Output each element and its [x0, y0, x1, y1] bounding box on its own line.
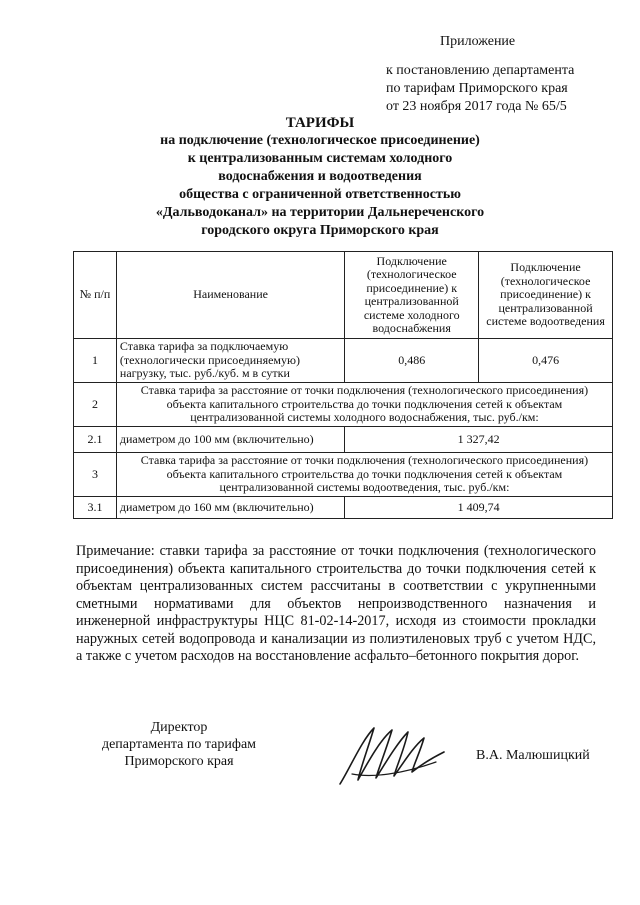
- decree-line: от 23 ноября 2017 года № 65/5: [386, 99, 567, 114]
- header-water: Подключение (технологическое присоединение) к централизованной системе холодного водоснабжения: [345, 252, 479, 339]
- table-row: [74, 339, 613, 383]
- table-row: [74, 497, 613, 519]
- decree-reference: [386, 62, 574, 116]
- position-line: департамента по тарифам: [101, 737, 257, 752]
- row-description: Ставка тарифа за расстояние от точки подключения (технологического присоединения) объекта капитального строительства до точки подключения сетей к объектам централизованной системы холодного водоснабжения, тыс. руб./км:: [116, 383, 612, 427]
- title-line: ТАРИФЫ: [285, 115, 355, 131]
- appendix-label: Приложение: [440, 34, 516, 49]
- row-name: диаметром до 160 мм (включительно): [116, 497, 344, 519]
- decree-line: по тарифам Приморского края: [386, 81, 568, 96]
- row-num: 2.1: [74, 427, 117, 453]
- title-line: общества с ограниченной ответственностью: [179, 187, 461, 202]
- row-water-value: 0,486: [345, 339, 479, 383]
- table-row: [74, 383, 613, 427]
- table-row: [74, 453, 613, 497]
- row-description: Ставка тарифа за расстояние от точки подключения (технологического присоединения) объекта капитального строительства до точки подключения сетей к объектам централизованной системы водоотведения, тыс. руб./км:: [116, 453, 612, 497]
- row-num: 2: [74, 383, 117, 427]
- header-num: № п/п: [74, 252, 117, 339]
- title-line: водоснабжения и водоотведения: [218, 169, 422, 184]
- header-sewer: Подключение (технологическое присоединение) к централизованной системе водоотведения: [479, 252, 613, 339]
- signatory-position: [90, 719, 268, 770]
- handwritten-signature: [332, 718, 452, 798]
- decree-line: к постановлению департамента: [386, 63, 575, 78]
- title-line: к централизованным системам холодного: [187, 151, 453, 166]
- note-paragraph: Примечание: ставки тарифа за расстояние от точки подключения (технологического присоединения) объекта капитального строительства до точки подключения сетей к объектам централизованных систем рассчитаны в соответствии с укрупненными сметными нормативами для объектов непроизводственного назначения и инженерной инфраструктуры НЦС 81-02-14-2017, исходя из стоимости прокладки наружных сетей водопровода и канализации из полиэтиленовых труб с учетом НДС, а также с учетом расходов на восстановление асфальто–бетонного покрытия дорог.: [76, 543, 596, 664]
- header-name: Наименование: [116, 252, 344, 339]
- position-line: Приморского края: [124, 754, 234, 769]
- row-value: 1 409,74: [345, 497, 613, 519]
- row-num: 1: [74, 339, 117, 383]
- signatory-name: В.А. Малюшицкий: [476, 748, 590, 763]
- row-sewer-value: 0,476: [479, 339, 613, 383]
- table-row: [74, 427, 613, 453]
- row-name: диаметром до 100 мм (включительно): [116, 427, 344, 453]
- title-line: городского округа Приморского края: [201, 223, 439, 238]
- title-line: на подключение (технологическое присоединение): [160, 133, 480, 148]
- tariff-table: [73, 251, 613, 519]
- table-header-row: [74, 252, 613, 339]
- row-num: 3.1: [74, 497, 117, 519]
- row-num: 3: [74, 453, 117, 497]
- position-line: Директор: [150, 720, 208, 735]
- title-line: «Дальводоканал» на территории Дальнереченского: [155, 205, 485, 220]
- row-name: Ставка тарифа за подключаемую (технологически присоединяемую) нагрузку, тыс. руб./куб. м в сутки: [116, 339, 344, 383]
- row-value: 1 327,42: [345, 427, 613, 453]
- document-title: [0, 114, 640, 240]
